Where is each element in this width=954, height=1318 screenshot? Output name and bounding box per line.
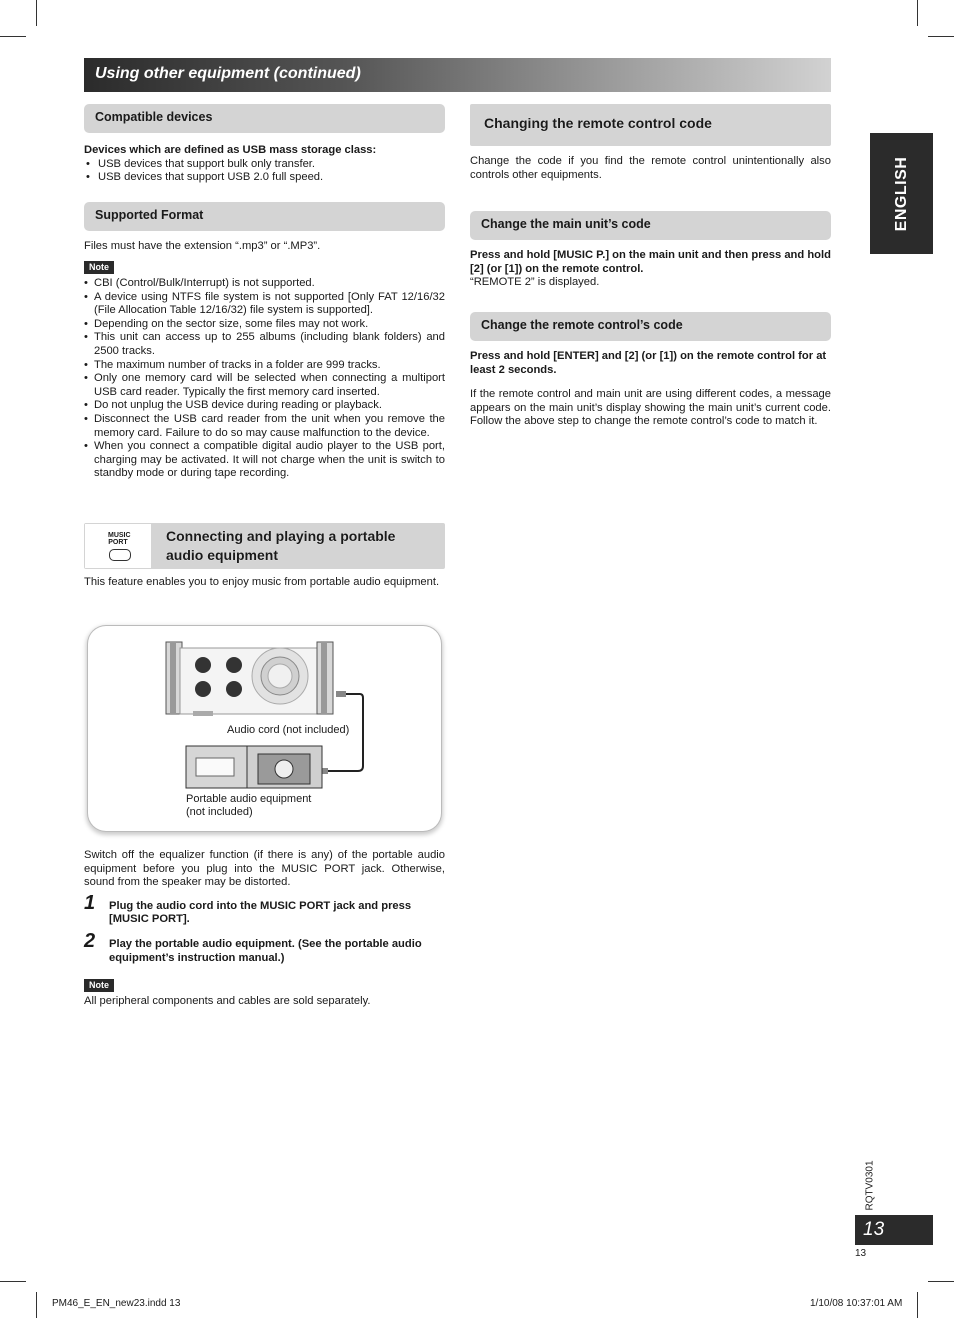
page-header: [84, 58, 831, 92]
portable-instructions-block: [84, 849, 445, 1008]
language-tab: [870, 133, 933, 254]
list-item: • A device using NTFS file system is not supported [Only FAT 12/16/32 (File Allocation Table 12/16/32) file system is supported].: [84, 291, 445, 318]
step-2: [84, 929, 445, 965]
crop-mark: [917, 1292, 918, 1318]
compatible-list: [86, 158, 445, 185]
section-title: Connecting and playing a portable audio equipment: [166, 528, 396, 563]
remote-code-text: If the remote control and main unit are using different codes, a message appears on the main unit’s display showing the main unit’s current code. Follow the above step to change the remote control’s code to match it.: [470, 388, 831, 428]
main-unit-instruction: Press and hold [MUSIC P.] on the main unit and then press and hold [2] (or [1]) on the remote control.: [470, 249, 831, 275]
section-supported-format: [84, 202, 445, 231]
list-item: • USB devices that support USB 2.0 full speed.: [86, 171, 445, 185]
section-title: Supported Format: [95, 207, 204, 222]
section-title: Change the main unit’s code: [481, 217, 651, 232]
crop-mark: [928, 1281, 954, 1282]
step-text: Play the portable audio equipment. (See the portable audio equipment’s instruction manual.): [109, 937, 422, 964]
list-item: • USB devices that support bulk only transfer.: [86, 158, 445, 172]
section-remote-code: [470, 104, 831, 146]
list-item: • CBI (Control/Bulk/Interrupt) is not supported.: [84, 277, 445, 291]
crop-mark: [917, 0, 918, 26]
portable-equipment-sublabel: (not included): [186, 806, 253, 818]
format-notes: [84, 277, 445, 481]
timestamp: 1/10/08 10:37:01 AM: [810, 1298, 903, 1309]
list-item: • When you connect a compatible digital audio player to the USB port, charging may be activated. It will not charge when the unit is switch to standby mode or during tape recording.: [84, 440, 445, 481]
page-number-badge: [855, 1215, 933, 1245]
main-unit-result: “REMOTE 2” is displayed.: [470, 276, 600, 289]
step-1: [84, 891, 445, 927]
list-item: • Disconnect the USB card reader from the unit when you remove the memory card. Failure to do so may cause malfunction to the device.: [84, 413, 445, 440]
section-title: Changing the remote control code: [484, 115, 712, 131]
right-column: [470, 104, 831, 429]
connection-figure: [88, 626, 441, 831]
list-item: • Do not unplug the USB device during reading or playback.: [84, 399, 445, 413]
list-item: • Only one memory card will be selected when connecting a multiport USB card reader. Typically the first memory card inserted.: [84, 372, 445, 399]
note-text: All peripheral components and cables are sold separately.: [84, 994, 371, 1007]
crop-mark: [36, 1292, 37, 1318]
page-number: 13: [863, 1219, 885, 1240]
section-main-unit-code: [470, 211, 831, 240]
format-text: Files must have the extension “.mp3” or “.MP3”.: [84, 239, 321, 252]
portable-instructions: Switch off the equalizer function (if there is any) of the portable audio equipment before you plug into the MUSIC PORT jack. Otherwise, sound from the speaker may be distorted.: [84, 849, 445, 889]
compatible-lead: Devices which are defined as USB mass storage class:: [84, 144, 377, 156]
main-unit-icon: [166, 642, 333, 716]
page-title: Using other equipment (continued): [95, 65, 361, 82]
language-label: ENGLISH: [892, 156, 910, 231]
portable-intro-block: [84, 576, 445, 590]
section-title: Compatible devices: [95, 110, 213, 124]
crop-mark: [36, 0, 37, 26]
left-column: [84, 104, 445, 481]
step-number: 1: [84, 891, 96, 914]
remote-code-instruction: Press and hold [ENTER] and [2] (or [1]) on the remote control for at least 2 seconds.: [470, 349, 827, 376]
step-number: 2: [84, 929, 96, 952]
list-item: • This unit can access up to 255 albums (including blank folders) and 2500 tracks.: [84, 331, 445, 358]
crop-mark: [0, 36, 26, 37]
section-title: Change the remote control’s code: [481, 317, 683, 332]
crop-mark: [928, 36, 954, 37]
portable-intro: This feature enables you to enjoy music from portable audio equipment.: [84, 576, 440, 588]
music-port-button-icon: [85, 524, 151, 568]
crop-mark: [0, 1281, 26, 1282]
section-remote-control-code: [470, 312, 831, 341]
step-text: Plug the audio cord into the MUSIC PORT jack and press [MUSIC PORT].: [109, 899, 412, 926]
button-shape-icon: [109, 549, 131, 561]
list-item: • Depending on the sector size, some files may not work.: [84, 318, 445, 332]
portable-device-icon: [186, 746, 322, 788]
document-code: RQTV0301: [864, 1160, 876, 1211]
note-label: Note: [84, 261, 114, 274]
audio-cord-label: Audio cord (not included): [227, 724, 350, 736]
page-number-small: 13: [855, 1248, 867, 1259]
list-item: • The maximum number of tracks in a folder are 999 tracks.: [84, 359, 445, 373]
portable-equipment-label: Portable audio equipment: [186, 793, 312, 805]
note-label: Note: [84, 979, 114, 992]
music-port-icon-label: MUSIC PORT: [108, 532, 131, 546]
remote-text: Change the code if you find the remote control unintentionally also controls other equipments.: [470, 155, 831, 181]
section-music-port: [84, 523, 445, 569]
section-compatible-devices: [84, 104, 445, 133]
file-info: PM46_E_EN_new23.indd 13: [52, 1298, 181, 1309]
